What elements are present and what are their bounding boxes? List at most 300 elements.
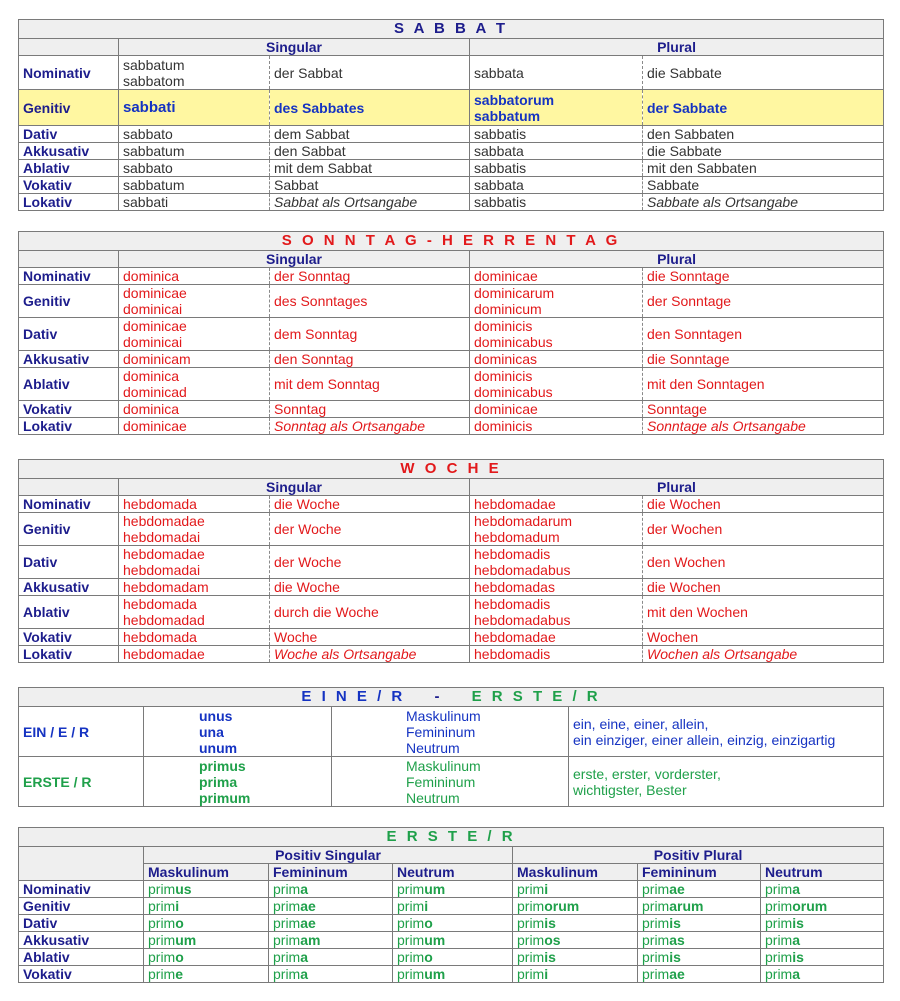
plural-latin (470, 56, 643, 90)
eine-erste-title (19, 688, 884, 707)
word-ending: i (175, 898, 180, 914)
singular-latin (119, 646, 270, 663)
word-stem: prim (273, 932, 301, 948)
declension-cell (513, 966, 638, 983)
latin-form-alt: hebdomadum (474, 529, 560, 545)
declension-cell (513, 949, 638, 966)
declension-cell (638, 915, 761, 932)
word-ending: a (300, 966, 309, 982)
declension-cell (761, 898, 884, 915)
case-label: Vokativ (19, 401, 119, 418)
singular-latin (119, 56, 270, 90)
plural-latin (470, 596, 643, 629)
declension-cell (144, 915, 269, 932)
word-stem: prim (273, 881, 301, 897)
plural-latin (470, 546, 643, 579)
latin-form-alt: dominicad (123, 384, 187, 400)
singular-latin (119, 368, 270, 401)
plural-latin (470, 351, 643, 368)
word-stem: prim (148, 966, 176, 982)
plural-german: mit den Wochen (643, 596, 884, 629)
case-label: Genitiv (19, 898, 144, 915)
singular-latin (119, 268, 270, 285)
table-row (19, 629, 884, 646)
eine-title-separator: - (434, 688, 443, 705)
table-row (19, 707, 884, 757)
latin-form: sabbatum (123, 177, 185, 193)
word-stem: prim (397, 932, 425, 948)
declension-cell (144, 898, 269, 915)
word-ending: is (669, 915, 681, 931)
singular-german: mit dem Sonntag (270, 368, 470, 401)
table-row (19, 579, 884, 596)
singular-german: Woche als Ortsangabe (270, 646, 470, 663)
word-ending: a (792, 932, 801, 948)
positiv-plural-header: Positiv Plural (513, 847, 884, 864)
plural-latin (470, 143, 643, 160)
latin-form: una (199, 723, 224, 740)
declension-cell (513, 915, 638, 932)
singular-latin (119, 629, 270, 646)
latin-form: dominicis (474, 418, 533, 434)
plural-german: Sabbate als Ortsangabe (643, 194, 884, 211)
word-ending: um (424, 966, 446, 982)
word-stem: prim (397, 881, 425, 897)
plural-german: die Wochen (643, 579, 884, 596)
declension-cell (269, 881, 393, 898)
singular-german: die Woche (270, 579, 470, 596)
case-label: Genitiv (19, 90, 119, 126)
meaning-line-2: ein einziger, einer allein, einzig, einzigartig (573, 731, 836, 748)
declension-cell (393, 949, 513, 966)
word-stem: prim (642, 915, 670, 931)
word-ending: um (424, 881, 446, 897)
singular-latin (119, 401, 270, 418)
word-ending: o (175, 915, 184, 931)
latin-form: sabbatis (474, 194, 527, 210)
gender-name: Neutrum (406, 789, 460, 806)
declension-cell (393, 898, 513, 915)
case-label: Akkusativ (19, 143, 119, 160)
latin-form: sabbata (474, 64, 524, 81)
case-label: Nominativ (19, 268, 119, 285)
word-ending: is (544, 915, 556, 931)
word-stem: prim (397, 949, 425, 965)
word-ending: am (300, 932, 321, 948)
declension-cell (144, 949, 269, 966)
case-label: Ablativ (19, 596, 119, 629)
latin-form: hebdomadae (123, 513, 205, 529)
word-ending: is (544, 949, 556, 965)
case-label: Ablativ (19, 160, 119, 177)
singular-german: mit dem Sabbat (270, 160, 470, 177)
declension-cell (393, 915, 513, 932)
singular-latin (119, 177, 270, 194)
word-ending: orum (792, 898, 828, 914)
word-ending: a (300, 881, 309, 897)
table-row (19, 546, 884, 579)
latin-form-alt: sabbatum (474, 107, 541, 124)
plural-latin (470, 401, 643, 418)
word-ending: um (424, 932, 446, 948)
case-label: Nominativ (19, 881, 144, 898)
case-label: Lokativ (19, 194, 119, 211)
latin-form: dominicas (474, 351, 538, 367)
gender-name: Femininum (406, 723, 476, 740)
word-stem: prim (765, 898, 793, 914)
latin-form: hebdomadae (474, 496, 556, 512)
latin-form: dominicae (123, 285, 187, 301)
word-stem: prim (148, 881, 176, 897)
word-ending: a (792, 881, 801, 897)
plural-german: die Wochen (643, 496, 884, 513)
plural-german: den Sabbaten (643, 126, 884, 143)
case-label: Lokativ (19, 646, 119, 663)
declension-cell (513, 881, 638, 898)
table-row (19, 513, 884, 546)
word-stem: prim (765, 949, 793, 965)
case-label: Dativ (19, 318, 119, 351)
word-stem: prim (148, 898, 176, 914)
table-row (19, 915, 884, 932)
latin-form: sabbati (123, 194, 169, 210)
latin-form: dominica (123, 368, 180, 384)
latin-form: prima (199, 773, 238, 790)
declension-cell (144, 966, 269, 983)
word-ending: ae (669, 881, 685, 897)
table-row (19, 177, 884, 194)
latin-form: dominica (123, 401, 180, 417)
meaning-line-1: ein, eine, einer, allein, (573, 715, 709, 732)
latin-form: sabbata (474, 177, 524, 193)
woche-table (18, 459, 884, 663)
declension-cell (638, 881, 761, 898)
singular-german: dem Sabbat (270, 126, 470, 143)
latin-form: hebdomadam (123, 579, 209, 595)
table-row (19, 596, 884, 629)
word-stem: prim (273, 949, 301, 965)
word-stem: prim (273, 966, 301, 982)
word-stem: prim (273, 915, 301, 931)
table-row (19, 881, 884, 898)
plural-latin (470, 177, 643, 194)
plural-german: den Sonntagen (643, 318, 884, 351)
meaning-line-2: wichtigster, Bester (573, 781, 687, 798)
word-stem: prim (397, 898, 425, 914)
table-row (19, 966, 884, 983)
case-label: Dativ (19, 546, 119, 579)
plural-german: den Wochen (643, 546, 884, 579)
word-ending: um (175, 932, 197, 948)
singular-latin (119, 579, 270, 596)
latin-form: hebdomadae (474, 629, 556, 645)
latin-form: hebdomada (123, 496, 197, 512)
plural-german: die Sabbate (643, 143, 884, 160)
sabbat-table (18, 19, 884, 211)
plural-latin (470, 418, 643, 435)
latin-form-alt: hebdomadabus (474, 612, 571, 628)
latin-form: sabbato (123, 126, 173, 142)
table-row (19, 418, 884, 435)
plural-german: der Wochen (643, 513, 884, 546)
gender-list (332, 757, 569, 807)
sonntag-title: S O N N T A G - H E R R E N T A G (19, 232, 884, 251)
case-label: Vokativ (19, 177, 119, 194)
latin-form: dominicis (474, 368, 533, 384)
declension-cell (393, 932, 513, 949)
plural-latin (470, 268, 643, 285)
plural-latin (470, 160, 643, 177)
plural-german: mit den Sabbaten (643, 160, 884, 177)
singular-german: der Sonntag (270, 268, 470, 285)
singular-german: durch die Woche (270, 596, 470, 629)
plural-german: Sonntage als Ortsangabe (643, 418, 884, 435)
declension-cell (638, 932, 761, 949)
singular-german: der Woche (270, 546, 470, 579)
table-row (19, 268, 884, 285)
singular-latin (119, 90, 270, 126)
gender-header: Femininum (269, 864, 393, 881)
latin-form-alt: hebdomadai (123, 529, 201, 545)
word-ending: i (544, 966, 549, 982)
latin-form: hebdomadis (474, 646, 551, 662)
latin-form: hebdomada (123, 629, 197, 645)
gender-name: Maskulinum (406, 707, 481, 724)
sabbat-plural-header: Plural (470, 39, 884, 56)
latin-form: unum (199, 739, 238, 756)
case-label: Vokativ (19, 966, 144, 983)
singular-german: der Sabbat (270, 56, 470, 90)
singular-latin (119, 546, 270, 579)
woche-singular-header: Singular (119, 479, 470, 496)
case-label: Akkusativ (19, 351, 119, 368)
latin-form-alt: sabbatom (123, 72, 185, 89)
singular-german: den Sabbat (270, 143, 470, 160)
gender-header: Femininum (638, 864, 761, 881)
latin-form-alt: hebdomadai (123, 562, 201, 578)
plural-german: Wochen als Ortsangabe (643, 646, 884, 663)
erste-title-main: E R S T E / R (19, 828, 884, 847)
table-row (19, 368, 884, 401)
case-label: Vokativ (19, 629, 119, 646)
word-stem: prim (765, 915, 793, 931)
case-label: Ablativ (19, 949, 144, 966)
gender-header: Maskulinum (144, 864, 269, 881)
latin-form: sabbatorum (474, 91, 555, 108)
declension-cell (393, 881, 513, 898)
plural-german: die Sonntage (643, 351, 884, 368)
case-label: Genitiv (19, 513, 119, 546)
declension-cell (393, 966, 513, 983)
table-row (19, 932, 884, 949)
declension-cell (761, 949, 884, 966)
word-ending: e (175, 966, 184, 982)
word-stem: prim (642, 966, 670, 982)
declension-cell (513, 898, 638, 915)
word-stem: prim (765, 881, 793, 897)
plural-german: Sonntage (643, 401, 884, 418)
sabbat-title: S A B B A T (19, 20, 884, 39)
plural-german: mit den Sonntagen (643, 368, 884, 401)
latin-form-alt: dominicum (474, 301, 542, 317)
plural-latin (470, 496, 643, 513)
case-label: Akkusativ (19, 932, 144, 949)
row-label: ERSTE / R (19, 757, 144, 807)
latin-form: sabbatis (474, 160, 527, 176)
latin-form: dominicae (123, 418, 187, 434)
meaning (569, 757, 884, 807)
word-stem: prim (517, 949, 545, 965)
word-stem: prim (397, 915, 425, 931)
singular-latin (119, 285, 270, 318)
plural-latin (470, 646, 643, 663)
table-row (19, 194, 884, 211)
latin-form: hebdomada (123, 596, 197, 612)
table-row (19, 351, 884, 368)
word-ending: o (424, 949, 433, 965)
singular-german: der Woche (270, 513, 470, 546)
declension-cell (144, 932, 269, 949)
word-ending: a (792, 966, 801, 982)
singular-latin (119, 143, 270, 160)
latin-form: hebdomadas (474, 579, 555, 595)
latin-form: sabbatum (123, 56, 185, 73)
declension-cell (761, 966, 884, 983)
eine-title: E I N E / R (301, 688, 406, 705)
sonntag-plural-header: Plural (470, 251, 884, 268)
table-row (19, 90, 884, 126)
singular-german: den Sonntag (270, 351, 470, 368)
latin-form: dominicis (474, 318, 533, 334)
latin-form-alt: dominicabus (474, 384, 553, 400)
word-ending: o (424, 915, 433, 931)
table-row (19, 401, 884, 418)
table-row (19, 143, 884, 160)
declension-cell (144, 881, 269, 898)
erste-table (18, 827, 884, 983)
singular-german: Sabbat (270, 177, 470, 194)
case-label: Genitiv (19, 285, 119, 318)
plural-latin (470, 194, 643, 211)
declension-cell (761, 932, 884, 949)
latin-form: primum (199, 789, 251, 806)
word-stem: prim (517, 915, 545, 931)
case-label: Lokativ (19, 418, 119, 435)
word-ending: i (544, 881, 549, 897)
latin-form: dominicam (123, 351, 191, 367)
singular-latin (119, 318, 270, 351)
singular-german: die Woche (270, 496, 470, 513)
gender-name: Neutrum (406, 739, 460, 756)
declension-cell (269, 898, 393, 915)
erste-title: E R S T E / R (471, 688, 601, 705)
plural-latin (470, 90, 643, 126)
singular-latin (119, 596, 270, 629)
table-row (19, 757, 884, 807)
table-row (19, 898, 884, 915)
sonntag-table (18, 231, 884, 435)
case-label: Nominativ (19, 56, 119, 90)
latin-form: hebdomadae (123, 546, 205, 562)
word-ending: o (175, 949, 184, 965)
case-label: Dativ (19, 126, 119, 143)
plural-german: die Sonntage (643, 268, 884, 285)
word-stem: prim (642, 881, 670, 897)
plural-german: Sabbate (643, 177, 884, 194)
word-stem: prim (148, 932, 176, 948)
meaning-line-1: erste, erster, vorderster, (573, 765, 721, 782)
word-stem: prim (765, 932, 793, 948)
latin-form: sabbatum (123, 143, 185, 159)
word-ending: ae (300, 915, 316, 931)
word-stem: prim (273, 898, 301, 914)
latin-form: primus (199, 757, 246, 774)
gender-list (332, 707, 569, 757)
singular-german: Woche (270, 629, 470, 646)
declension-cell (761, 881, 884, 898)
latin-form: hebdomadarum (474, 513, 573, 529)
declension-cell (269, 915, 393, 932)
latin-form: hebdomadis (474, 596, 551, 612)
word-ending: as (669, 932, 685, 948)
singular-latin (119, 513, 270, 546)
word-ending: ae (300, 898, 316, 914)
plural-german: der Sabbate (643, 90, 884, 126)
table-row (19, 56, 884, 90)
plural-german: die Sabbate (643, 56, 884, 90)
word-stem: prim (642, 898, 670, 914)
plural-german: Wochen (643, 629, 884, 646)
singular-latin (119, 418, 270, 435)
plural-german: der Sonntage (643, 285, 884, 318)
word-stem: prim (517, 881, 545, 897)
table-row (19, 318, 884, 351)
word-stem: prim (517, 898, 545, 914)
word-ending: is (792, 949, 804, 965)
gender-name: Maskulinum (406, 757, 481, 774)
latin-form: sabbati (123, 98, 176, 116)
gender-header: Neutrum (761, 864, 884, 881)
word-ending: is (792, 915, 804, 931)
gender-header: Neutrum (393, 864, 513, 881)
table-row (19, 126, 884, 143)
sonntag-singular-header: Singular (119, 251, 470, 268)
declension-cell (761, 915, 884, 932)
latin-form: dominicae (474, 401, 538, 417)
word-ending: arum (669, 898, 704, 914)
plural-latin (470, 318, 643, 351)
word-ending: is (669, 949, 681, 965)
table-row (19, 160, 884, 177)
case-label: Dativ (19, 915, 144, 932)
singular-german: dem Sonntag (270, 318, 470, 351)
word-stem: prim (517, 932, 545, 948)
latin-form-alt: dominicai (123, 301, 183, 317)
sabbat-singular-header: Singular (119, 39, 470, 56)
singular-latin (119, 496, 270, 513)
latin-form-alt: hebdomadabus (474, 562, 571, 578)
declension-cell (269, 966, 393, 983)
singular-latin (119, 126, 270, 143)
plural-latin (470, 579, 643, 596)
latin-form: unus (199, 707, 233, 724)
latin-form-alt: hebdomadad (123, 612, 205, 628)
latin-forms (144, 757, 332, 807)
latin-form-alt: dominicabus (474, 334, 553, 350)
latin-form: dominica (123, 268, 180, 284)
latin-form-alt: dominicai (123, 334, 183, 350)
positiv-singular-header: Positiv Singular (144, 847, 513, 864)
